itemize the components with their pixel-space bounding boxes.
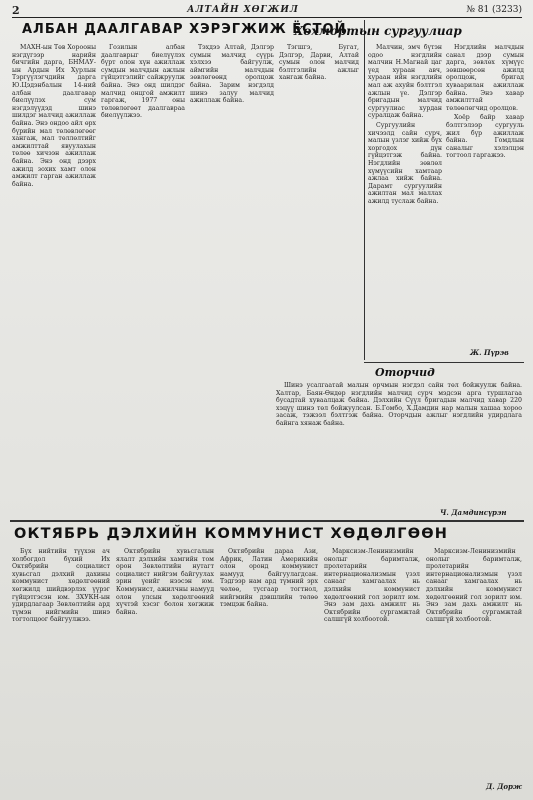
- article-1-column-2: Гозилын албан даалгаврыг биелүүлэх бүрт олон хүн ажиллаж сумдын малчдын ажлын гүйцэтгэлийг сайжруулж байна. Энэ онд шилдэг малчид онцгой амжилт гаргаж, 1977 оны төлөвлөгөөт даалгавраа биелүүлжээ.: [101, 44, 185, 120]
- article-3-body: Шинэ усалгаатай малын орчмын нэгдэл сайн төл бойжуулж байна. Халтар, Баян-Өндөр нэгдлийн малчид сурч мэдсэн арга туршлагаа бусадтай хуваалцаж байна. Дэлхийн Сүүл бригадын малчид хавар 220 хэцүү шинэ төл бойжуулсан. Б.Гомбо, Х.Дамдин нар малын хашаа хороо засаж, тэжээл бэлтгэж байна. Оторчдын ажлыг нэгдлийн удирдлага байнга хянаж байна.: [276, 382, 522, 427]
- article-4-column-3: Октябрийн дараа Ази, Африк, Латин Америкийн олон оронд коммунист намууд байгуулагдсан. Тэдгээр нам ард түмний эрх чөлөө, тусгаар тогтнол, нийгмийн дэвшлийн төлөө тэмцэж байна.: [220, 548, 318, 609]
- masthead: [12, 3, 522, 18]
- article-3-headline: Оторчид: [375, 366, 435, 379]
- paper-name: АЛТАЙН ХӨГЖИЛ: [187, 5, 299, 15]
- article-2-column-1: Малчин, эмч бүтэн одоо нэгдлийн малчин Н.Магнай цаг үед хураан авч, хураан ийн нэгдлийн мал аж ахуйн бэлтгэл ажлын үе. Дэлгэр бригадын малчид сургуулиас хурдан суралцаж байна. Сургуулийн хичээлд сайн сурч, малын үзлэг хийж бүх хоргодох дүн гүйцэтгэж байна. Нэгдлийн зөвлөл хүмүүсийн хамтаар ажлаа хийж байна. Дарамт сургуулийн ажилтан мал маллах ажилд туслаж байна.: [368, 44, 442, 205]
- article-2-column-2: Нэгдлийн малчдын санал дээр сумын дарга, зөвлөх хүмүүс зөвшөөрсөн ажилд оролцож, бригад хуваарилан ажиллаж байна. Энэ хавар амжилттай төлөөлөгчид оролцов. Хоёр байр хавар бэлтгэлээр сургууль жил бүр ажиллаж байна. Гомдлын саналыг хэлэлцэн тогтоол гаргажээ.: [446, 44, 524, 160]
- article-1-column-3: Тэхдээ Алтай, Дэлгэр сумын малчид сүүрь хэлхээ байгуулж, аймгийн малчдын зөвлөгөөнд оролцож байна. Зарим нэгдэлд шинэ залуу малчид ажиллаж байна.: [190, 44, 274, 105]
- article-4-headline: ОКТЯБРЬ ДЭЛХИЙН КОММУНИСТ ХӨДӨЛГӨӨН: [14, 526, 449, 542]
- article-4-column-2: Октябрийн хувьсгалын ялалт дэлхийн хамгийн том орон Зөвлөлтийн нутагт социалист нийгэм байгуулах эрин үеийг нээсэн юм. Коммунист, ажилчны намууд олон улсын хөдөлгөөний хүчтэй хэсэг болон хөгжиж байна.: [116, 548, 214, 616]
- article-1-column-1: МАХН-ын Төв Хорооны нэгдүгээр нарийн бичгийн дарга, БНМАУ-ын Ардын Их Хурлын Тэргүүлэгчдийн дарга Ю.Цэдэнбалын 14-ний албан даалгавар биелүүлэх сум нэгдэлүүдэд шинэ шилдэг малчид ажиллаж байна. Энэ ондоо айл өрх бүрийн мал төлөвлөгөөг хангаж, мал төллөлтийг амжилттай явуулахын төлөө хичээн ажиллаж байна. Энэ онд дээрх ажилд зохих хамт олон амжилт гарган ажиллаж байна.: [12, 44, 96, 188]
- section-divider: [364, 362, 524, 363]
- article-4-column-1: Бүх нийтийн түүхэн ач холбогдол бүхий Их Октябрийн социалист хувьсгал дэлхий дахины коммунист хөдөлгөөний хөгжилд шийдвэрлэх үүрэг гүйцэтгэсэн юм. ЗХУКН-ын удирдлагаар Зөвлөлтийн ард түмэн нийгмийн шинэ тогтолцоог байгуулжээ.: [12, 548, 110, 624]
- issue-number: № 81 (3233): [466, 5, 522, 15]
- article-2-byline: Ж. Пүрэв: [470, 348, 509, 357]
- article-4-column-5: Марксизм-Ленинизмийн онолыг баримталж, пролетарийн интернационализмын үзэл санааг хамгаалах нь дэлхийн коммунист хөдөлгөөний гол зорилт юм. Энэ зам дахь амжилт нь Октябрийн сургамжтай салшгүй холбоотой.: [426, 548, 522, 624]
- article-1-headline: АЛБАН ДААЛГАВАР ХЭРЭГЖИЖ ЁСТОЙ: [22, 22, 347, 37]
- article-4-column-4: Марксизм-Ленинизмийн онолыг баримталж, пролетарийн интернационализмын үзэл санааг хамгаалах нь дэлхийн коммунист хөдөлгөөний гол зорилт юм. Энэ зам дахь амжилт нь Октябрийн сургамжтай салшгүй холбоотой.: [324, 548, 420, 624]
- article-1-column-4: Тэгшгэ, Бугат, Дэлгэр, Дарви, Алтай сумын олон малчид бэлтгэлийн ажлыг хангаж байна.: [279, 44, 359, 82]
- article-3-byline: Ч. Дамдинсүрэн: [440, 508, 507, 517]
- page-number: 2: [12, 3, 20, 17]
- article-2-headline: Хөхмортын сургуулиар: [294, 24, 462, 38]
- column-divider: [364, 20, 365, 360]
- section-divider-main: [10, 520, 524, 522]
- article-4-byline: Д. Дорж: [486, 782, 523, 791]
